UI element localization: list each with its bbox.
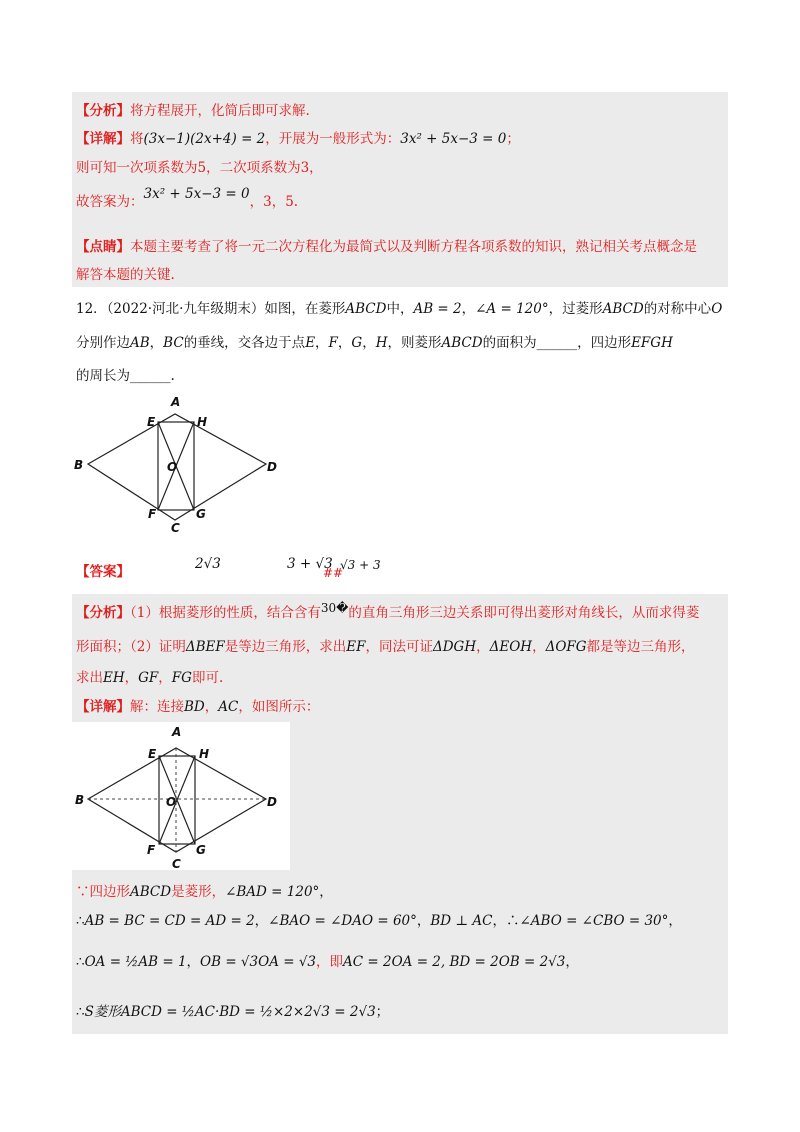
- answer-post: ，3，5.: [249, 194, 299, 210]
- analysis2-comma-1: ，: [476, 639, 490, 655]
- step1-e: ，: [319, 884, 333, 900]
- label2-d: D: [267, 795, 277, 809]
- problem-text-1b: 中，: [386, 301, 414, 317]
- problem-text-1d: 的对称中心: [643, 301, 712, 317]
- rhombus-figure-1: [70, 392, 290, 537]
- step-4: [76, 1002, 389, 1022]
- problem-text-1c: ，过菱形: [548, 301, 603, 317]
- step1-a: ∵四边形: [76, 884, 130, 900]
- analysis-text: 将方程展开，化简后即可求解.: [130, 103, 310, 119]
- analysis2-text-3a: 求出: [76, 670, 103, 686]
- step-3: [76, 952, 579, 972]
- step1-b: ABCD: [130, 884, 172, 900]
- analysis-tag: 【分析】: [76, 103, 130, 119]
- problem-line-2: [76, 333, 673, 353]
- problem-comma-3: ，: [337, 335, 352, 351]
- problem-f: F: [328, 335, 338, 351]
- problem-comma-1: ，: [149, 335, 164, 351]
- problem-bc: BC: [163, 335, 184, 351]
- problem-comma-2: ，: [315, 335, 329, 351]
- problem-text-2a: 分别作边: [76, 335, 130, 351]
- label-h: H: [197, 415, 208, 429]
- label-f: F: [148, 507, 157, 521]
- analysis2-text-2c: ，同法可证: [365, 639, 433, 655]
- label2-e: E: [148, 747, 157, 761]
- problem-abcd-2: ABCD: [602, 301, 644, 317]
- analysis2-ofg: ΔOFG: [545, 639, 587, 655]
- step3-f: AC = 2OA = 2, BD = 2OB = 2√3: [343, 954, 566, 970]
- analysis-line: [76, 101, 310, 121]
- detail2-end: ，如图所示：: [238, 699, 320, 715]
- detail-mid: ，开展为一般形式为：: [265, 131, 401, 147]
- problem-o: O: [711, 301, 723, 317]
- analysis2-dgh: ΔDGH: [432, 639, 477, 655]
- step3-a: ∴: [76, 954, 85, 970]
- problem-h: H: [375, 335, 388, 351]
- problem-ab2: AB = 2: [413, 301, 462, 317]
- label-d: D: [267, 460, 277, 474]
- step2-f: BD ⊥ AC: [430, 913, 493, 929]
- detail-pre: 将: [130, 131, 144, 147]
- analysis2-text-1a: （1）根据菱形的性质，结合含有: [130, 605, 321, 621]
- detail2-line: [76, 697, 319, 717]
- step4-c: ；: [375, 1004, 390, 1020]
- step2-g: ，∴: [492, 913, 520, 929]
- problem-angle: ∠A = 120°: [475, 301, 549, 317]
- step4-b: S菱形ABCD = ½AC·BD = ½×2×2√3 = 2√3: [84, 1004, 376, 1020]
- step-2: [76, 911, 682, 931]
- analysis2-eh: EH: [103, 670, 125, 686]
- step2-c: ，: [254, 913, 269, 929]
- analysis2-text-2b: 是等边三角形，求出: [224, 639, 347, 655]
- step3-b: OA = ½AB = 1: [84, 954, 187, 970]
- label-c: C: [171, 521, 180, 535]
- label-o: O: [167, 460, 178, 474]
- analysis2-bef: ΔBEF: [185, 639, 225, 655]
- problem-number: 12．: [76, 301, 107, 317]
- analysis2-comma-4: ，: [158, 670, 172, 686]
- answer-value-1: 2√3: [195, 556, 221, 572]
- step4-a: ∴: [76, 1004, 85, 1020]
- analysis2-tag: 【分析】: [76, 605, 130, 621]
- label2-f: F: [147, 843, 156, 857]
- analysis2-line-1: [76, 603, 699, 623]
- problem-abcd-3: ABCD: [441, 335, 483, 351]
- step1-d: ∠BAD = 120°: [225, 884, 320, 900]
- analysis2-text-2a: 形面积；（2）证明: [76, 639, 186, 655]
- answer-hash: ##: [323, 566, 344, 580]
- problem-sep: ，: [461, 301, 476, 317]
- comment-line-1: [76, 237, 697, 257]
- analysis2-fg: FG: [171, 670, 192, 686]
- detail-line: [76, 129, 520, 149]
- step2-i: ，: [668, 913, 682, 929]
- detail-end: ；: [506, 131, 520, 147]
- rhombus-figure-2: [72, 722, 290, 870]
- problem-efgh: EFGH: [631, 335, 673, 351]
- detail-tag: 【详解】: [76, 131, 130, 147]
- label-e: E: [147, 415, 156, 429]
- answer-line-1: [76, 186, 299, 212]
- detail-expr2: 3x² + 5x−3 = 0: [400, 131, 507, 147]
- detail-expr1: (3x−1)(2x+4) = 2: [143, 131, 266, 147]
- coefficient-line: 则可知一次项系数为5，二次项系数为3，: [76, 160, 323, 176]
- problem-comma-4: ，: [362, 335, 376, 351]
- analysis2-line-2: [76, 637, 695, 657]
- label-g: G: [196, 507, 206, 521]
- label2-c: C: [172, 857, 181, 870]
- label2-o: O: [166, 795, 177, 809]
- analysis2-comma-3: ，: [124, 670, 139, 686]
- problem-e: E: [305, 335, 316, 351]
- analysis2-text-1b: 的直角三角形三边关系即可得出菱形对角线长，从而求得菱: [348, 605, 700, 621]
- analysis2-ef: EF: [346, 639, 366, 655]
- step3-e: ，即: [316, 954, 344, 970]
- analysis2-gf: GF: [138, 670, 159, 686]
- analysis2-comma-2: ，: [532, 639, 546, 655]
- problem-line-3: 的周长为______.: [76, 368, 175, 384]
- step3-g: ，: [565, 954, 579, 970]
- answer-row: [76, 562, 130, 582]
- comment-line-2: 解答本题的关键.: [76, 267, 175, 283]
- step-1: [76, 882, 333, 902]
- label2-b: B: [75, 793, 85, 807]
- step2-h: ∠ABO = ∠CBO = 30°: [519, 913, 669, 929]
- step2-d: ∠BAO = ∠DAO = 60°: [268, 913, 417, 929]
- step1-c: 是菱形，: [171, 884, 226, 900]
- detail2-comma: ，: [204, 699, 219, 715]
- problem-text-1a: 如图，在菱形: [264, 301, 346, 317]
- problem-text-2b: 的垂线，交各边于点: [183, 335, 306, 351]
- answer-tag: 【答案】: [76, 564, 130, 580]
- label2-g: G: [196, 843, 206, 857]
- step2-e: ，: [416, 913, 431, 929]
- problem-text-2c: ，则菱形: [387, 335, 442, 351]
- detail2-bd: BD: [184, 699, 205, 715]
- step2-b: AB = BC = CD = AD = 2: [84, 913, 255, 929]
- label2-a: A: [172, 725, 182, 739]
- answer-expr: 3x² + 5x−3 = 0: [143, 186, 250, 202]
- step2-a: ∴: [76, 913, 85, 929]
- label-b: B: [74, 458, 84, 472]
- analysis2-thirty: 30�: [320, 601, 349, 615]
- detail2-tag: 【详解】: [76, 699, 130, 715]
- analysis2-text-3b: 即可.: [191, 670, 224, 686]
- analysis2-eoh: ΔEOH: [489, 639, 533, 655]
- problem-abcd-1: ABCD: [345, 301, 387, 317]
- problem-ab: AB: [130, 335, 150, 351]
- problem-source: （2022·河北·九年级期末）: [106, 301, 265, 317]
- detail2-text: 解：连接: [130, 699, 184, 715]
- problem-text-2d: 的面积为______，四边形: [482, 335, 632, 351]
- step3-c: ，: [186, 954, 201, 970]
- answer-value-2: 3 + √3: [287, 556, 333, 572]
- detail2-ac: AC: [218, 699, 239, 715]
- answer-value-3: √3 + 3: [340, 558, 381, 572]
- analysis2-line-3: [76, 668, 223, 688]
- answer-pre: 故答案为：: [76, 194, 144, 210]
- problem-line-1: [76, 299, 722, 319]
- comment-tag: 【点睛】: [76, 239, 130, 255]
- analysis2-text-2d: 都是等边三角形，: [586, 639, 695, 655]
- step3-d: OB = √3OA = √3: [200, 954, 317, 970]
- comment-text-1: 本题主要考查了将一元二次方程化为最简式以及判断方程各项系数的知识，熟记相关考点概念是: [130, 239, 697, 255]
- label2-h: H: [199, 747, 210, 761]
- problem-g: G: [351, 335, 363, 351]
- label-a: A: [171, 395, 181, 409]
